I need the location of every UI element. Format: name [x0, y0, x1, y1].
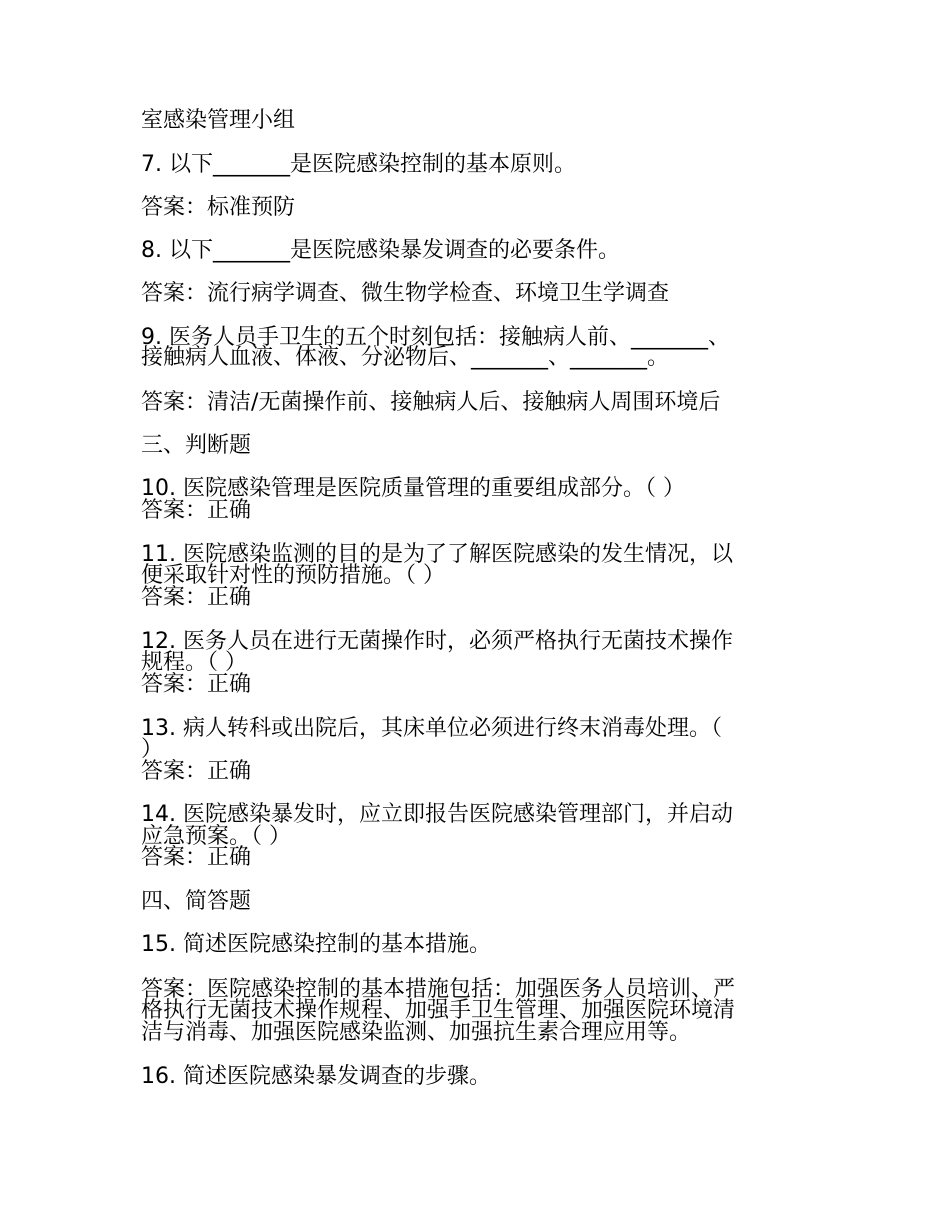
question-13-line-1: 13. 病人转科或出院后，其床单位必须进行终末消毒处理。（ [141, 716, 722, 741]
answer-10: 答案：正确 [141, 498, 252, 523]
question-10: 10. 医院感染管理是医院质量管理的重要组成部分。（ ） [141, 476, 685, 501]
answer-7: 答案：标准预防 [141, 195, 296, 220]
answer-15-line-1: 答案：医院感染控制的基本措施包括：加强医务人员培训、严 [141, 977, 736, 1002]
section-heading-true-false: 三、判断题 [141, 433, 252, 458]
answer-11: 答案：正确 [141, 585, 252, 610]
question-14-line-2: 应急预案。（ ） [141, 824, 291, 849]
question-12-line-1: 12. 医务人员在进行无菌操作时，必须严格执行无菌技术操作 [141, 629, 733, 654]
answer-15-line-3: 洁与消毒、加强医院感染监测、加强抗生素合理应用等。 [141, 1020, 692, 1045]
answer-8: 答案：流行病学调查、微生物学检查、环境卫生学调查 [141, 281, 670, 306]
question-12-line-2: 规程。（ ） [141, 650, 247, 675]
question-8: 8. 以下_______是医院感染暴发调查的必要条件。 [141, 238, 620, 263]
answer-15-line-2: 格执行无菌技术操作规程、加强手卫生管理、加强医院环境清 [141, 998, 736, 1023]
answer-9: 答案：清洁/无菌操作前、接触病人后、接触病人周围环境后 [141, 390, 721, 415]
question-15: 15. 简述医院感染控制的基本措施。 [141, 932, 491, 957]
question-14-line-1: 14. 医院感染暴发时，应立即报告医院感染管理部门，并启动 [141, 802, 733, 827]
question-11-line-2: 便采取针对性的预防措施。（ ） [141, 563, 445, 588]
answer-12: 答案：正确 [141, 672, 252, 697]
answer-13: 答案：正确 [141, 759, 252, 784]
question-9-line-2: 接触病人血液、体液、分泌物后、_______、_______。 [141, 345, 670, 370]
answer-14: 答案：正确 [141, 845, 252, 870]
question-7: 7. 以下_______是医院感染控制的基本原则。 [141, 152, 576, 177]
question-16: 16. 简述医院感染暴发调查的步骤。 [141, 1064, 491, 1089]
section-heading-short-answer: 四、简答题 [141, 889, 252, 914]
text-line: 室感染管理小组 [141, 108, 296, 133]
question-9-line-1: 9. 医务人员手卫生的五个时刻包括：接触病人前、_______、 [141, 325, 730, 350]
question-11-line-1: 11. 医院感染监测的目的是为了了解医院感染的发生情况，以 [141, 542, 733, 567]
question-13-line-2: ） [141, 737, 164, 762]
